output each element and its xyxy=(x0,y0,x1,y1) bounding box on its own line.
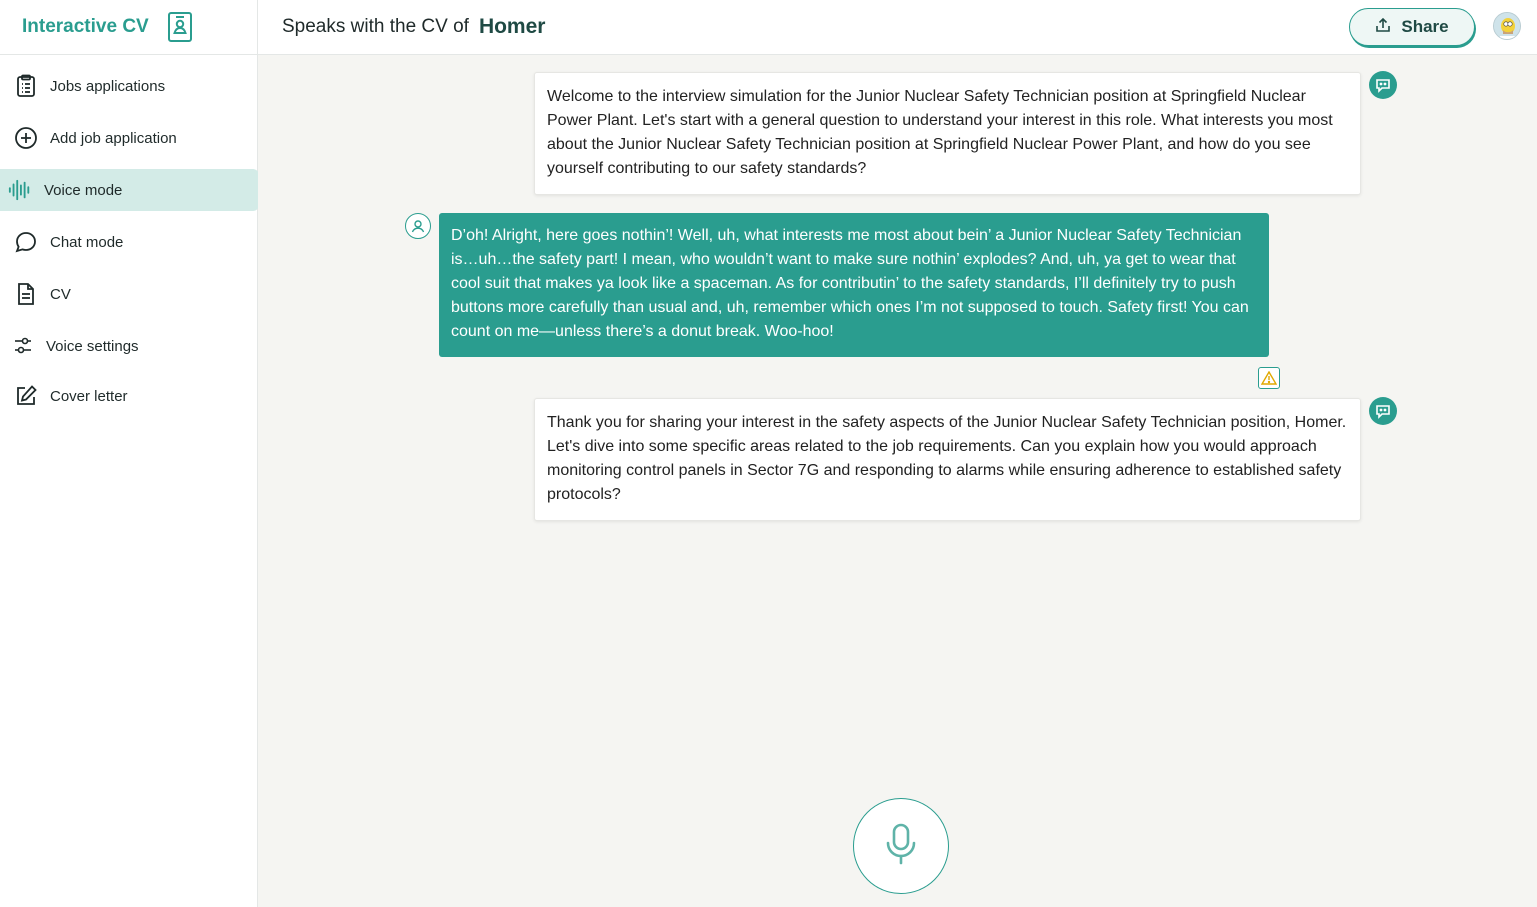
top-bar xyxy=(258,0,1537,55)
sidebar-item-label: Chat mode xyxy=(50,233,124,251)
id-badge-icon xyxy=(167,11,193,43)
plus-circle-icon xyxy=(14,126,38,150)
waveform-icon xyxy=(8,178,32,202)
sidebar-item-label: Jobs applications xyxy=(50,77,166,95)
sidebar-item-chat-mode[interactable] xyxy=(0,221,257,263)
chat-bubble-icon xyxy=(14,230,38,254)
bot-chat-icon xyxy=(1369,71,1397,99)
sidebar xyxy=(0,0,258,907)
message-text: Thank you for sharing your interest in the safety aspects of the Junior Nuclear Safety Technician position, Homer. Let's dive into some specific areas related to the job requirements. Can you explain how you would approach monitoring control panels in Sector 7G and responding to alarms while ensuring adherence to established safety protocols? xyxy=(547,414,1347,503)
sidebar-item-label: Voice mode xyxy=(44,181,123,199)
header-prefix: Speaks with the CV of xyxy=(282,16,469,37)
bot-chat-icon xyxy=(1369,397,1397,425)
sidebar-item-add-job-application[interactable] xyxy=(0,117,257,159)
sidebar-item-voice-settings[interactable] xyxy=(0,325,257,367)
sidebar-item-cv[interactable] xyxy=(0,273,257,315)
sidebar-item-cover-letter[interactable] xyxy=(0,375,257,417)
sidebar-item-label: Cover letter xyxy=(50,387,128,405)
upload-icon xyxy=(1375,17,1391,38)
document-icon xyxy=(14,282,38,306)
sidebar-item-voice-mode[interactable] xyxy=(0,169,259,211)
sidebar-item-label: CV xyxy=(50,285,71,303)
sidebar-item-label: Add job application xyxy=(50,129,177,147)
clipboard-list-icon xyxy=(14,74,38,98)
user-message xyxy=(439,213,1269,357)
sliders-icon xyxy=(12,334,34,358)
share-button[interactable] xyxy=(1349,8,1475,46)
microphone-icon xyxy=(883,822,919,871)
message-text: Welcome to the interview simulation for the Junior Nuclear Safety Technician position at Springfield Nuclear Power Plant. Let's start with a general question to understand your interest in this role. What interests you most about the Junior Nuclear Safety Technician position at Springfield Nuclear Power Plant, and how do you see yourself contributing to our safety standards? xyxy=(547,88,1333,177)
share-label: Share xyxy=(1401,17,1449,36)
message-text: D’oh! Alright, here goes nothin’! Well, uh, what interests me most about bein’ a Junior Nuclear Safety Technician is…uh…the safety part! I mean, who wouldn’t want to make sure nothin’ explodes? And, uh, ya get to wear that cool suit that makes ya look like a spaceman. As for contributin’ to the safety standards, I’ll definitely try to push buttons more carefully than usual and, uh, remember which ones I’m not supposed to touch. Safety first! You can count on me—unless there’s a donut break. Woo-hoo! xyxy=(451,227,1249,340)
brand[interactable] xyxy=(0,0,257,55)
edit-icon xyxy=(14,384,38,408)
sidebar-nav xyxy=(0,55,257,417)
chat-area xyxy=(258,55,1537,907)
warning-icon[interactable] xyxy=(1258,367,1280,389)
bot-message xyxy=(534,72,1361,195)
user-avatar-icon[interactable] xyxy=(1493,12,1521,40)
sidebar-item-jobs-applications[interactable] xyxy=(0,65,257,107)
user-icon xyxy=(405,213,431,239)
bot-message xyxy=(534,398,1361,521)
app-title: Interactive CV xyxy=(22,16,149,37)
candidate-name: Homer xyxy=(478,15,546,38)
sidebar-item-label: Voice settings xyxy=(46,337,139,355)
microphone-button[interactable] xyxy=(853,798,949,894)
